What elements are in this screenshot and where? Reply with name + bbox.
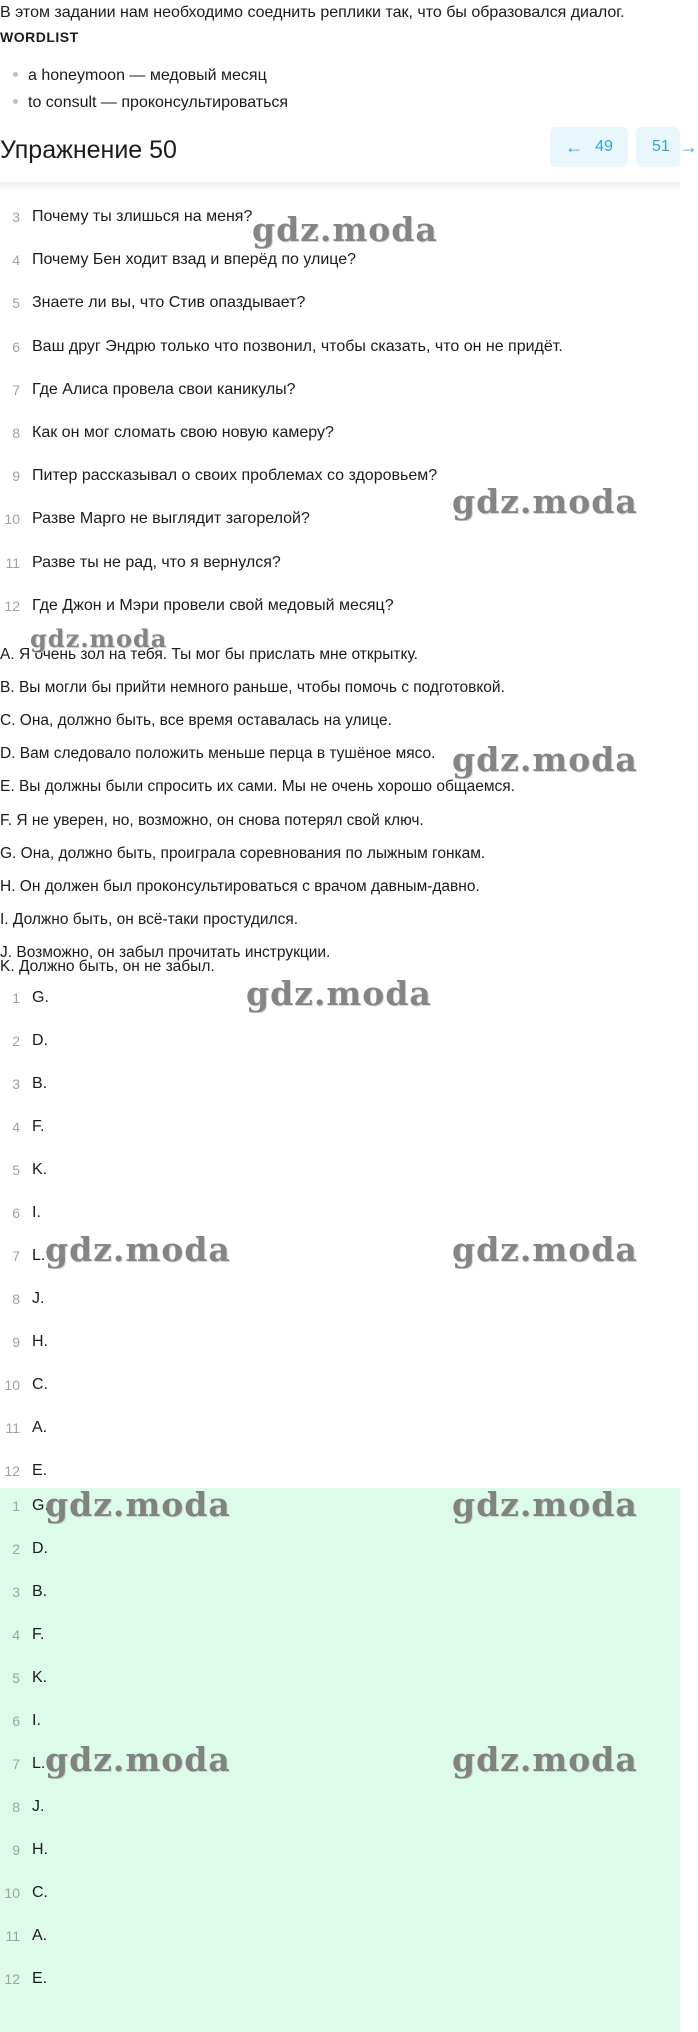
option-item: I. Должно быть, он всё-таки простудился. bbox=[0, 910, 299, 928]
answer-item bbox=[0, 1198, 680, 1228]
wordlist-item-text: to consult — проконсультироваться bbox=[28, 94, 289, 111]
next-exercise-button[interactable] bbox=[636, 127, 698, 167]
answer-item-highlighted-number: 3 bbox=[12, 1584, 20, 1600]
answer-item bbox=[0, 1155, 680, 1185]
option-item: A. Я очень зол на тебя. Ты мог бы прислать мне открытку. bbox=[0, 646, 418, 663]
answer-item-text: F. bbox=[32, 1118, 45, 1135]
question-item-text: Ваш друг Эндрю только что позвонил, чтобы сказать, что он не придёт. bbox=[32, 337, 563, 355]
answer-item-highlighted-text: G. bbox=[32, 1497, 49, 1514]
header-divider bbox=[0, 182, 680, 190]
answer-item-highlighted-text: F. bbox=[32, 1626, 45, 1643]
question-item bbox=[0, 548, 680, 578]
question-item-text: Почему Бен ходит взад и вперёд по улице? bbox=[32, 251, 357, 269]
question-item-number: 7 bbox=[12, 381, 20, 398]
answer-item-number: 3 bbox=[12, 1076, 20, 1092]
answer-item-text: I. bbox=[32, 1204, 41, 1221]
answer-item-highlighted-text: H. bbox=[32, 1841, 48, 1858]
answer-item-text: L. bbox=[32, 1247, 46, 1264]
answer-item bbox=[0, 1327, 680, 1357]
answer-item-number: 8 bbox=[12, 1291, 20, 1307]
answer-item-highlighted-text: B. bbox=[32, 1583, 48, 1600]
question-item-text: Питер рассказывал о своих проблемах со здоровьем? bbox=[32, 467, 438, 485]
question-item-text: Разве ты не рад, что я вернулся? bbox=[32, 553, 281, 571]
answer-item-highlighted-number: 9 bbox=[12, 1842, 20, 1858]
answer-item-highlighted-number: 11 bbox=[5, 1928, 20, 1944]
question-item-number: 11 bbox=[5, 554, 20, 571]
answer-item-highlighted bbox=[0, 1878, 680, 1908]
question-item bbox=[0, 591, 680, 621]
answer-item-highlighted bbox=[0, 1534, 680, 1564]
answer-item-highlighted-number: 5 bbox=[12, 1670, 20, 1686]
answer-item-number: 10 bbox=[4, 1377, 20, 1393]
question-item-number: 10 bbox=[4, 511, 20, 528]
answer-item-text: G. bbox=[32, 989, 49, 1006]
answer-item-number: 11 bbox=[5, 1420, 20, 1436]
answer-item-highlighted-number: 2 bbox=[12, 1541, 20, 1557]
answer-item-text: C. bbox=[32, 1376, 48, 1393]
answer-item-highlighted-text: E. bbox=[32, 1970, 48, 1987]
answer-item-text: B. bbox=[32, 1075, 48, 1092]
answer-item-highlighted bbox=[0, 1921, 680, 1951]
answer-item-text: D. bbox=[32, 1032, 48, 1049]
question-item-number: 3 bbox=[12, 209, 20, 225]
answer-item bbox=[0, 1026, 680, 1056]
answer-item-highlighted-text: L. bbox=[32, 1755, 46, 1772]
question-item bbox=[0, 418, 680, 448]
answer-item-highlighted bbox=[0, 1620, 680, 1650]
answer-item bbox=[0, 1370, 680, 1400]
answer-item-highlighted-text: J. bbox=[32, 1798, 45, 1815]
option-item: D. Вам следовало положить меньше перца в тушёное мясо. bbox=[0, 745, 436, 763]
question-item-number: 9 bbox=[12, 468, 20, 485]
question-item-number: 8 bbox=[12, 425, 20, 441]
question-item-number: 6 bbox=[12, 338, 20, 355]
watermark-logo: gdz.moda bbox=[452, 740, 638, 779]
arrow-right-icon: → bbox=[679, 136, 698, 157]
answer-item-text: E. bbox=[32, 1462, 48, 1479]
answer-item-number: 9 bbox=[12, 1334, 20, 1350]
watermark-logo: gdz.moda bbox=[246, 974, 432, 1013]
answer-item bbox=[0, 1413, 680, 1443]
question-item-text: Как он мог сломать свою новую камеру? bbox=[32, 424, 334, 441]
watermark-logo: gdz.moda bbox=[45, 1485, 231, 1524]
question-item-text: Где Алиса провела свои каникулы? bbox=[32, 380, 296, 398]
watermark-logo: gdz.moda bbox=[452, 1740, 638, 1779]
option-item: C. Она, должно быть, все время оставалась на улице. bbox=[0, 712, 392, 730]
arrow-left-icon: ← bbox=[565, 136, 584, 157]
answer-item-number: 7 bbox=[12, 1248, 20, 1264]
answer-item-highlighted-text: K. bbox=[32, 1669, 48, 1686]
answer-item-number: 12 bbox=[4, 1463, 20, 1479]
answer-item-number: 5 bbox=[12, 1162, 20, 1178]
wordlist-heading: WORDLIST bbox=[0, 29, 79, 45]
option-item: B. Вы могли бы прийти немного раньше, чтобы помочь с подготовкой. bbox=[0, 679, 505, 697]
option-item: F. Я не уверен, но, возможно, он снова потерял свой ключ. bbox=[0, 811, 424, 829]
prev-exercise-label: 49 bbox=[595, 138, 613, 155]
question-item bbox=[0, 332, 680, 362]
answer-item-highlighted-text: I. bbox=[32, 1712, 41, 1729]
option-item: J. Возможно, он забыл прочитать инструкции. bbox=[0, 943, 331, 961]
answer-item-text: A. bbox=[32, 1419, 48, 1436]
wordlist-item-text: a honeymoon — медовый месяц bbox=[28, 67, 267, 84]
answer-item-highlighted bbox=[0, 1706, 680, 1736]
question-item-number: 5 bbox=[12, 295, 20, 312]
answer-item-highlighted-text: D. bbox=[32, 1540, 48, 1557]
wordlist-item bbox=[0, 65, 267, 87]
question-item bbox=[0, 288, 680, 318]
option-item: G. Она, должно быть, проиграла соревнования по лыжным гонкам. bbox=[0, 844, 486, 862]
answer-item-number: 2 bbox=[12, 1033, 20, 1049]
answer-item-highlighted-text: C. bbox=[32, 1884, 48, 1901]
wordlist-item bbox=[0, 92, 288, 114]
answer-item bbox=[0, 1284, 680, 1314]
watermark-logo: gdz.moda bbox=[452, 1230, 638, 1269]
answer-item-highlighted-number: 8 bbox=[12, 1799, 20, 1815]
watermark-logo: gdz.moda bbox=[30, 624, 168, 653]
answer-item-highlighted-number: 6 bbox=[12, 1713, 20, 1729]
answer-item-highlighted bbox=[0, 1835, 680, 1865]
exercise-title: Упражнение 50 bbox=[0, 136, 177, 164]
answer-item-highlighted-number: 4 bbox=[12, 1627, 20, 1643]
question-item-number: 12 bbox=[4, 597, 20, 614]
answer-item-highlighted bbox=[0, 1577, 680, 1607]
watermark-logo: gdz.moda bbox=[452, 482, 638, 521]
question-item-text: Где Джон и Мэри провели свой медовый месяц? bbox=[32, 596, 394, 614]
watermark-logo: gdz.moda bbox=[45, 1230, 231, 1269]
watermark-logo: gdz.moda bbox=[252, 210, 438, 249]
answer-item-text: K. bbox=[32, 1161, 48, 1178]
question-item bbox=[0, 375, 680, 405]
option-item: E. Вы должны были спросить их сами. Мы не очень хорошо общаемся. bbox=[0, 778, 515, 796]
question-item-text: Почему ты злишься на меня? bbox=[32, 208, 253, 225]
answer-item-highlighted-number: 7 bbox=[12, 1756, 20, 1772]
option-item: H. Он должен был проконсультироваться с врачом давным-давно. bbox=[0, 877, 480, 895]
answer-item-highlighted-number: 12 bbox=[4, 1971, 20, 1987]
answer-item-highlighted-number: 1 bbox=[12, 1498, 20, 1514]
answer-item-number: 1 bbox=[12, 990, 20, 1006]
answer-item-highlighted bbox=[0, 1964, 680, 1994]
answer-item-highlighted-number: 10 bbox=[4, 1885, 20, 1901]
bullet-icon bbox=[13, 99, 18, 104]
answer-item-number: 6 bbox=[12, 1205, 20, 1221]
question-item-number: 4 bbox=[12, 252, 20, 269]
answer-item bbox=[0, 1112, 680, 1142]
answer-item-number: 4 bbox=[12, 1119, 20, 1135]
answer-item bbox=[0, 1069, 680, 1099]
question-item-text: Разве Марго не выглядит загорелой? bbox=[32, 510, 310, 528]
watermark-logo: gdz.moda bbox=[45, 1740, 231, 1779]
answer-item-text: H. bbox=[32, 1333, 48, 1350]
prev-exercise-button[interactable] bbox=[550, 127, 628, 167]
question-item-text: Знаете ли вы, что Стив опаздывает? bbox=[32, 294, 306, 312]
bullet-icon bbox=[13, 72, 18, 77]
answer-item-text: J. bbox=[32, 1290, 45, 1307]
answer-item bbox=[0, 1456, 680, 1486]
cut-off-option-text: K. Должно быть, он не забыл. bbox=[0, 958, 215, 975]
watermark-logo: gdz.moda bbox=[452, 1485, 638, 1524]
answer-item-highlighted-text: A. bbox=[32, 1927, 48, 1944]
next-exercise-label: 51 bbox=[652, 138, 670, 155]
answer-item-highlighted bbox=[0, 1663, 680, 1693]
answer-item-highlighted bbox=[0, 1792, 680, 1822]
question-item bbox=[0, 245, 680, 275]
task-intro: В этом задании нам необходимо соеднить реплики так, что бы образовался диалог. bbox=[0, 4, 625, 21]
